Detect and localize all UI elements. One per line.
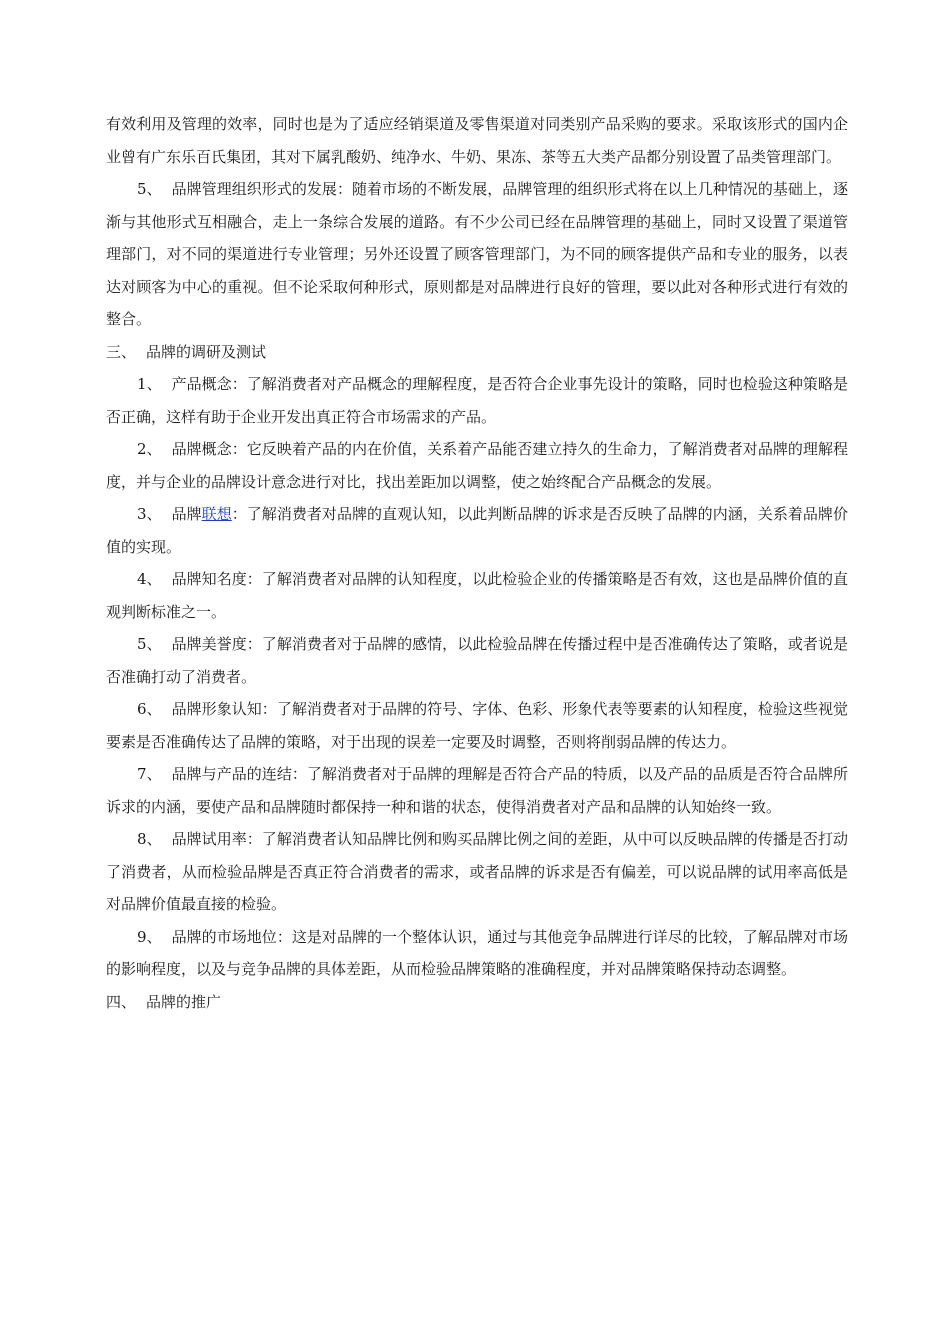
item-text-pre: 品牌 xyxy=(171,505,202,523)
section-heading-4 xyxy=(106,986,848,1019)
list-item-9 xyxy=(106,921,848,986)
item-number: 5、 xyxy=(137,635,162,653)
section-number: 四、 xyxy=(106,992,137,1011)
list-item-1 xyxy=(106,368,848,433)
paragraph-item-5 xyxy=(106,173,848,336)
list-item-3 xyxy=(106,498,848,563)
list-item-2 xyxy=(106,433,848,498)
item-text-post: ：了解消费者对品牌的直观认知，以此判断品牌的诉求是否反映了品牌的内涵，关系着品牌价值的实现。 xyxy=(106,505,848,556)
item-text: 品牌试用率：了解消费者认知品牌比例和购买品牌比例之间的差距，从中可以反映品牌的传播是否打动了消费者，从而检验品牌是否真正符合消费者的需求，或者品牌的诉求是否有偏差，可以说品牌的试用率高低是对品牌价值最直接的检验。 xyxy=(106,830,848,913)
section-title: 品牌的推广 xyxy=(146,992,222,1011)
item-text: 产品概念：了解消费者对产品概念的理解程度，是否符合企业事先设计的策略，同时也检验这种策略是否正确，这样有助于企业开发出真正符合市场需求的产品。 xyxy=(106,375,848,426)
association-link[interactable]: 联想 xyxy=(201,505,232,523)
list-item-6 xyxy=(106,693,848,758)
item-text: 品牌知名度：了解消费者对品牌的认知程度，以此检验企业的传播策略是否有效，这也是品牌价值的直观判断标准之一。 xyxy=(106,570,848,621)
item-number: 4、 xyxy=(137,570,162,588)
item-number: 6、 xyxy=(137,700,162,718)
item-number: 5、 xyxy=(137,180,162,198)
list-item-5 xyxy=(106,628,848,693)
item-number: 2、 xyxy=(137,440,162,458)
item-number: 7、 xyxy=(137,765,162,783)
item-text: 品牌管理组织形式的发展：随着市场的不断发展，品牌管理的组织形式将在以上几种情况的基础上，逐渐与其他形式互相融合，走上一条综合发展的道路。有不少公司已经在品牌管理的基础上，同时又设置了渠道管理部门，对不同的渠道进行专业管理；另外还设置了顾客管理部门，为不同的顾客提供产品和专业的服务，以表达对顾客为中心的重视。但不论采取何种形式，原则都是对品牌进行良好的管理，要以此对各种形式进行有效的整合。 xyxy=(106,180,848,328)
list-item-8 xyxy=(106,823,848,921)
item-number: 3、 xyxy=(137,505,162,523)
section-title: 品牌的调研及测试 xyxy=(146,342,267,361)
section-heading-3 xyxy=(106,336,848,369)
item-text: 品牌形象认知：了解消费者对于品牌的符号、字体、色彩、形象代表等要素的认知程度，检验这些视觉要素是否准确传达了品牌的策略，对于出现的误差一定要及时调整，否则将削弱品牌的传达力。 xyxy=(106,700,848,751)
item-text: 品牌概念：它反映着产品的内在价值，关系着产品能否建立持久的生命力，了解消费者对品牌的理解程度，并与企业的品牌设计意念进行对比，找出差距加以调整，使之始终配合产品概念的发展。 xyxy=(106,440,848,491)
item-number: 9、 xyxy=(137,927,162,946)
item-number: 1、 xyxy=(137,375,162,393)
paragraph-intro: 有效利用及管理的效率，同时也是为了适应经销渠道及零售渠道对同类别产品采购的要求。采取该形式的国内企业曾有广东乐百氏集团，其对下属乳酸奶、纯净水、牛奶、果冻、茶等五大类产品都分别设置了品类管理部门。 xyxy=(106,115,848,166)
list-item-4 xyxy=(106,563,848,628)
section-number: 三、 xyxy=(106,342,137,361)
document-page xyxy=(106,108,848,1018)
item-text: 品牌的市场地位：这是对品牌的一个整体认识，通过与其他竞争品牌进行详尽的比较，了解品牌对市场的影响程度，以及与竞争品牌的具体差距，从而检验品牌策略的准确程度，并对品牌策略保持动态调整。 xyxy=(106,927,848,978)
item-text: 品牌美誉度：了解消费者对于品牌的感情，以此检验品牌在传播过程中是否准确传达了策略，或者说是否准确打动了消费者。 xyxy=(106,635,848,686)
item-number: 8、 xyxy=(137,830,162,848)
list-item-7 xyxy=(106,758,848,823)
item-text: 品牌与产品的连结：了解消费者对于品牌的理解是否符合产品的特质，以及产品的品质是否符合品牌所诉求的内涵，要使产品和品牌随时都保持一种和谐的状态，使得消费者对产品和品牌的认知始终一致。 xyxy=(106,765,848,816)
